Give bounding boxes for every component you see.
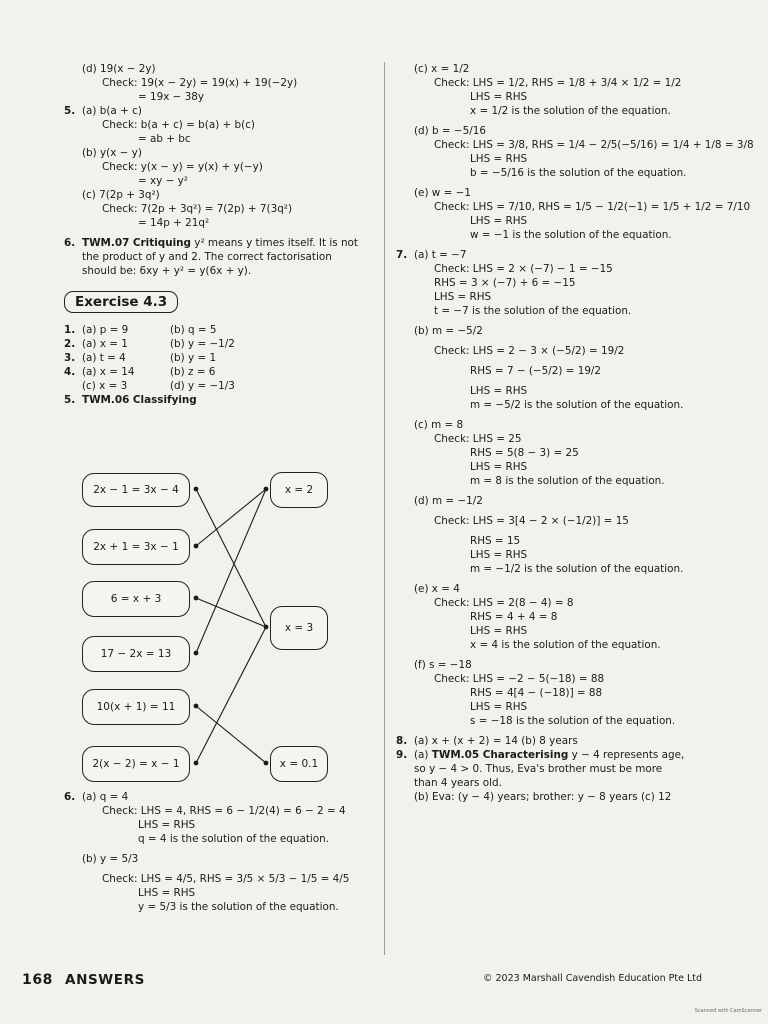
line-4: [196, 489, 266, 653]
answer-text: LHS = RHS: [470, 461, 528, 473]
answer-text: LHS = RHS: [138, 819, 196, 831]
answer-text: LHS = RHS: [470, 215, 528, 227]
answer-text: (c) x = 1/2: [414, 63, 470, 75]
footer-left: [22, 972, 145, 988]
question-number: 8.: [396, 735, 408, 747]
answer-text: RHS = 3 × (−7) + 6 = −15: [434, 277, 576, 289]
equation-box-2: 2x + 1 = 3x − 1: [82, 529, 190, 565]
exercise-row: [64, 379, 379, 393]
answer-part-a: (a) t = 4: [82, 352, 126, 364]
answer-line: [396, 124, 696, 138]
answer-line: [396, 474, 696, 488]
answer-line: [396, 166, 696, 180]
answer-line: [396, 384, 696, 398]
answer-line: [64, 202, 379, 216]
answer-line: [64, 216, 379, 230]
answer-text: should be: 6xy + y² = y(6x + y).: [82, 265, 252, 277]
line-5: [196, 706, 266, 763]
answer-text: LHS = RHS: [470, 701, 528, 713]
answer-keyword: TWM.07 Critiquing: [82, 237, 191, 249]
answer-part-b: (b) y = 1: [170, 352, 217, 364]
question-number: [64, 379, 82, 393]
answer-text: (a) t = −7: [414, 249, 467, 261]
answer-text: Check: LHS = 1/2, RHS = 1/8 + 3/4 × 1/2 = 1/2: [434, 77, 682, 89]
answer-text: x = 1/2 is the solution of the equation.: [470, 105, 671, 117]
left-column: [64, 62, 379, 407]
answer-text: LHS = RHS: [138, 887, 196, 899]
answer-line: [396, 398, 696, 412]
answer-line: [396, 514, 696, 528]
answer-line: [396, 776, 696, 790]
answer-part-b: (b) y = −1/2: [170, 338, 235, 350]
line-3: [196, 598, 266, 627]
answer-text: Check: LHS = −2 − 5(−18) = 88: [434, 673, 605, 685]
answer-line: [396, 748, 696, 762]
answer-line: [64, 236, 379, 250]
answer-line: [396, 228, 696, 242]
answer-line: [64, 790, 379, 804]
answer-part-a: (a) p = 9: [82, 324, 129, 336]
answer-line: [396, 432, 696, 446]
answer-text: (c) 7(2p + 3q²): [82, 189, 160, 201]
exercise-answers: [64, 323, 379, 393]
equation-box-3: 6 = x + 3: [82, 581, 190, 617]
equation-box-6: 2(x − 2) = x − 1: [82, 746, 190, 782]
answer-text: Check: LHS = 2 × (−7) − 1 = −15: [434, 263, 613, 275]
answer-line: [396, 276, 696, 290]
answer-text: Check: y(x − y) = y(x) + y(−y): [102, 161, 263, 173]
answer-text: q = 4 is the solution of the equation.: [138, 833, 330, 845]
exercise-row: [64, 351, 379, 365]
answer-line: [64, 118, 379, 132]
line-1: [196, 489, 266, 627]
answer-line: [396, 138, 754, 152]
answer-line: [64, 146, 379, 160]
answer-text: = xy − y²: [138, 175, 188, 187]
answer-line: [64, 872, 379, 886]
answer-line: [396, 248, 696, 262]
answer-text: (b) y = 5/3: [82, 853, 139, 865]
equation-box-5: 10(x + 1) = 11: [82, 689, 190, 725]
solution-box-2: x = 3: [270, 606, 328, 650]
answer-text: Check: LHS = 7/10, RHS = 1/5 − 1/2(−1) = 1/5 + 1/2 = 7/10: [434, 201, 751, 213]
answer-text: LHS = RHS: [470, 153, 528, 165]
right-answers: [396, 62, 754, 804]
answer-line: [396, 262, 696, 276]
answer-keyword: TWM.05 Characterising: [431, 749, 569, 761]
answer-text: Check: 19(x − 2y) = 19(x) + 19(−2y): [102, 77, 298, 89]
answer-text: (e) x = 4: [414, 583, 460, 595]
answer-line: [396, 344, 696, 358]
answer-line: [396, 418, 696, 432]
answer-line: [396, 446, 696, 460]
answer-line: [396, 90, 696, 104]
question-number: 7.: [396, 249, 408, 261]
answer-text: y − 4 represents age,: [568, 749, 685, 761]
answer-text: (a): [414, 749, 432, 761]
line-2: [196, 489, 266, 546]
answer-line: [396, 186, 696, 200]
answer-text: (a) x + (x + 2) = 14 (b) 8 years: [414, 735, 578, 747]
answer-text: RHS = 5(8 − 3) = 25: [470, 447, 579, 459]
answer-line: [64, 160, 379, 174]
answer-text: y = 5/3 is the solution of the equation.: [138, 901, 339, 913]
answer-line: [396, 582, 696, 596]
answer-line: [396, 534, 696, 548]
answer-line: [396, 658, 696, 672]
answer-text: Check: LHS = 2(8 − 4) = 8: [434, 597, 574, 609]
answer-line: [64, 174, 379, 188]
exercise-title: Exercise 4.3: [64, 291, 178, 313]
answer-text: LHS = RHS: [470, 625, 528, 637]
answer-text: y² means y times itself. It is not: [191, 237, 358, 249]
answer-part-a: (a) x = 1: [82, 338, 128, 350]
answer-line: [396, 700, 696, 714]
answer-part-b: (d) y = −1/3: [170, 380, 235, 392]
answer-line: [396, 364, 696, 378]
answer-text: RHS = 15: [470, 535, 521, 547]
answer-text: w = −1 is the solution of the equation.: [470, 229, 672, 241]
answer-text: Check: b(a + c) = b(a) + b(c): [102, 119, 255, 131]
question-number: 6.: [64, 237, 76, 249]
answer-line: [64, 900, 379, 914]
answer-text: (b) y(x − y): [82, 147, 142, 159]
answer-text: (b) m = −5/2: [414, 325, 483, 337]
answer-text: m = −1/2 is the solution of the equation.: [470, 563, 684, 575]
answer-part-a: (a) x = 14: [82, 366, 135, 378]
answer-line: [396, 104, 696, 118]
answer-text: LHS = RHS: [470, 549, 528, 561]
answer-line: [396, 562, 696, 576]
matching-diagram: [66, 470, 336, 782]
answer-text: the product of y and 2. The correct factorisation: [82, 251, 332, 263]
answer-text: m = −5/2 is the solution of the equation.: [470, 399, 684, 411]
answer-text: = 14p + 21q²: [138, 217, 210, 229]
answer-text: RHS = 4[4 − (−18)] = 88: [470, 687, 603, 699]
answer-text: Check: 7(2p + 3q²) = 7(2p) + 7(3q²): [102, 203, 293, 215]
exercise-row: [64, 337, 379, 351]
answer-line: [64, 188, 379, 202]
answer-text: Check: LHS = 4, RHS = 6 − 1/2(4) = 6 − 2 = 4: [102, 805, 346, 817]
answer-text: = ab + bc: [138, 133, 191, 145]
answer-line: [396, 610, 696, 624]
answer-line: [396, 762, 696, 776]
answer-text: (c) m = 8: [414, 419, 464, 431]
answer-text: (d) 19(x − 2y): [82, 63, 156, 75]
exercise-row: [64, 365, 379, 379]
answer-text: Check: LHS = 25: [434, 433, 522, 445]
copyright: © 2023 Marshall Cavendish Education Pte Ltd: [482, 973, 702, 984]
answer-text: than 4 years old.: [414, 777, 502, 789]
answer-line: [64, 250, 379, 264]
answer-line: [64, 886, 379, 900]
answer-line: [64, 62, 379, 76]
answer-line: [396, 548, 696, 562]
answer-text: so y − 4 > 0. Thus, Eva's brother must be more: [414, 763, 663, 775]
answer-text: (a) b(a + c): [82, 105, 142, 117]
answer-line: [64, 832, 379, 846]
answer-text: m = 8 is the solution of the equation.: [470, 475, 665, 487]
answer-text: (f) s = −18: [414, 659, 472, 671]
answer-line: [396, 214, 696, 228]
q5-heading: [64, 393, 379, 407]
solution-box-1: x = 2: [270, 472, 328, 508]
answer-line: [396, 624, 696, 638]
answer-text: (b) Eva: (y − 4) years; brother: y − 8 years (c) 12: [414, 791, 672, 803]
answer-line: [396, 200, 751, 214]
answer-text: (d) m = −1/2: [414, 495, 483, 507]
page-number: 168: [22, 972, 54, 988]
answer-line: [396, 304, 696, 318]
answer-line: [64, 818, 379, 832]
answer-text: = 19x − 38y: [138, 91, 205, 103]
answer-line: [64, 104, 379, 118]
answer-line: [64, 264, 379, 278]
question-number: 3.: [64, 352, 76, 364]
question-number: 4.: [64, 366, 76, 378]
answer-line: [64, 76, 379, 90]
answer-text: Check: LHS = 3/8, RHS = 1/4 − 2/5(−5/16) = 1/4 + 1/8 = 3/8: [434, 139, 754, 151]
answer-line: [396, 686, 696, 700]
left-column-bottom: [64, 790, 379, 914]
left-answers-top: [64, 62, 379, 278]
solution-box-3: x = 0.1: [270, 746, 328, 782]
line-6: [196, 627, 266, 763]
answer-text: RHS = 7 − (−5/2) = 19/2: [470, 365, 602, 377]
answer-line: [396, 76, 696, 90]
answer-line: [64, 852, 379, 866]
answer-text: Check: LHS = 2 − 3 × (−5/2) = 19/2: [434, 345, 625, 357]
answer-line: [64, 804, 379, 818]
answer-part-b: (b) q = 5: [170, 324, 217, 336]
answer-text: Check: LHS = 4/5, RHS = 3/5 × 5/3 − 1/5 = 4/5: [102, 873, 350, 885]
answer-line: [396, 324, 696, 338]
scanner-stamp: Scanned with CamScanner: [694, 1008, 762, 1014]
question-number: 2.: [64, 338, 76, 350]
answer-text: (e) w = −1: [414, 187, 471, 199]
answer-line: [396, 596, 696, 610]
answer-text: LHS = RHS: [470, 91, 528, 103]
answer-line: [64, 90, 379, 104]
exercise-row: [64, 323, 379, 337]
answer-line: [396, 672, 696, 686]
answer-line: [396, 494, 696, 508]
answer-text: (d) b = −5/16: [414, 125, 486, 137]
answer-text: t = −7 is the solution of the equation.: [434, 305, 632, 317]
question-number: 9.: [396, 749, 408, 761]
answer-text: RHS = 4 + 4 = 8: [470, 611, 558, 623]
answer-text: (a) q = 4: [82, 791, 129, 803]
answer-part-a: (c) x = 3: [82, 380, 128, 392]
answer-line: [396, 460, 696, 474]
answer-part-b: (b) z = 6: [170, 366, 216, 378]
answer-text: b = −5/16 is the solution of the equation.: [470, 167, 687, 179]
question-number: 1.: [64, 324, 76, 336]
answer-line: [64, 132, 379, 146]
answer-line: [396, 62, 696, 76]
answer-line: [396, 790, 696, 804]
answer-line: [396, 290, 696, 304]
answer-text: x = 4 is the solution of the equation.: [470, 639, 661, 651]
q5-title: TWM.06 Classifying: [82, 394, 197, 406]
answer-line: [396, 152, 696, 166]
question-number: 5.: [64, 105, 76, 117]
q5-number: 5.: [64, 394, 76, 406]
question-number: 6.: [64, 791, 76, 803]
column-divider: [384, 62, 385, 955]
answer-text: LHS = RHS: [470, 385, 528, 397]
answer-line: [396, 638, 696, 652]
q6-answers: [64, 790, 379, 914]
answer-line: [396, 714, 696, 728]
right-column: [396, 62, 754, 804]
answer-text: LHS = RHS: [434, 291, 492, 303]
equation-box-1: 2x − 1 = 3x − 4: [82, 473, 190, 507]
answer-line: [396, 734, 696, 748]
footer-section: ANSWERS: [65, 972, 145, 988]
answer-text: s = −18 is the solution of the equation.: [470, 715, 676, 727]
answer-text: Check: LHS = 3[4 − 2 × (−1/2)] = 15: [434, 515, 629, 527]
equation-box-4: 17 − 2x = 13: [82, 636, 190, 672]
